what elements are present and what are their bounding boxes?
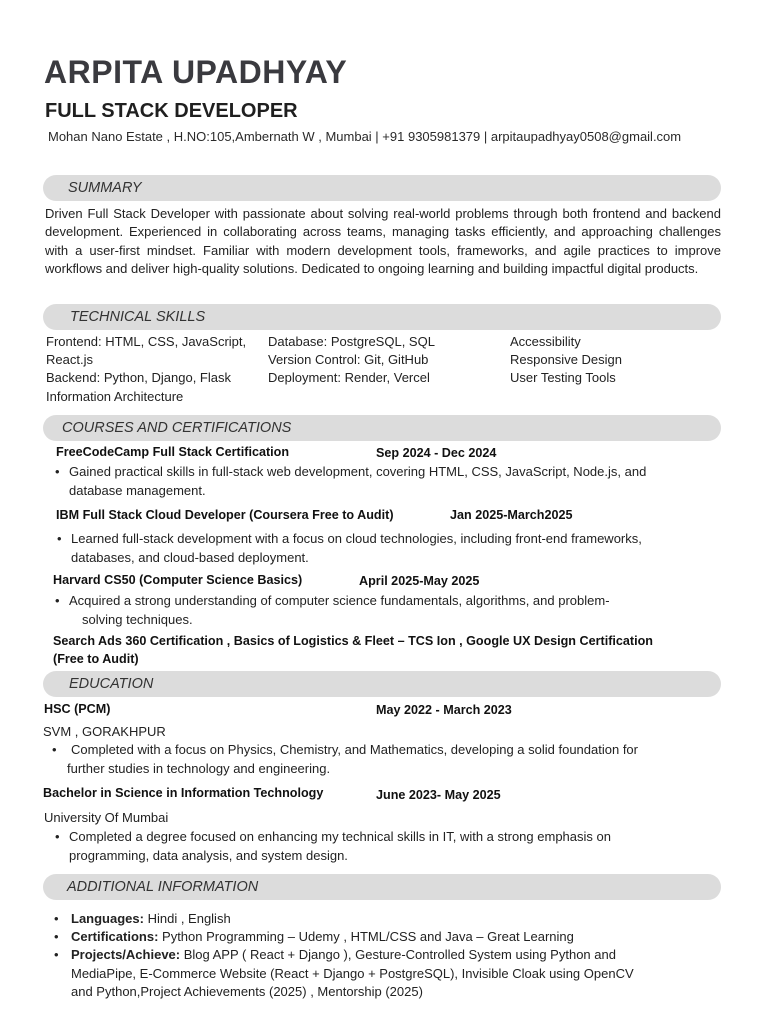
degree-title: HSC (PCM): [44, 702, 111, 716]
languages-value: Hindi , English: [143, 911, 231, 926]
courses-heading: COURSES AND CERTIFICATIONS: [62, 420, 292, 436]
skill-item: Frontend: HTML, CSS, JavaScript,: [46, 334, 247, 349]
skill-item: Version Control: Git, GitHub: [268, 352, 429, 368]
job-title: FULL STACK DEVELOPER: [45, 100, 298, 122]
skill-item: Backend: Python, Django, Flask: [46, 370, 231, 386]
skill-item: React.js: [46, 352, 93, 368]
certifications-line: Search Ads 360 Certification , Basics of Logistics & Fleet – TCS Ion , Google UX Design Certification: [53, 634, 653, 648]
bullet-icon: •: [57, 531, 62, 546]
description-line: databases, and cloud-based deployment.: [71, 549, 309, 565]
courses-section-header: [43, 415, 721, 441]
skill-item: Responsive Design: [510, 352, 623, 368]
school-name: University Of Mumbai: [44, 810, 169, 825]
skills-column-1: [46, 333, 246, 406]
description-line: Acquired a strong understanding of computer science fundamentals, algorithms, and problem-: [69, 593, 610, 608]
projects-line: and Python,Project Achievements (2025) , Mentorship (2025): [71, 984, 423, 999]
description-line: Gained practical skills in full-stack web development, covering HTML, CSS, JavaScript, Node.js, and: [69, 464, 647, 479]
course-date: Jan 2025-March2025: [450, 508, 573, 522]
certifications-label: Certifications:: [71, 929, 159, 944]
additional-heading: ADDITIONAL INFORMATION: [67, 879, 259, 895]
summary-text: Driven Full Stack Developer with passionate about solving real-world problems through both frontend and backend development. Experienced in collaborating across teams, managing tasks efficiently, and approaching challenges with a user-first mindset. Familiar with modern development tools, frameworks, and agile practices to improve workflows and deliver high-quality solutions. Dedicated to ongoing learning and building impactful digital products.: [45, 206, 721, 276]
additional-section-header: [43, 874, 721, 900]
skills-heading: TECHNICAL SKILLS: [70, 309, 206, 325]
education-heading: EDUCATION: [69, 676, 154, 692]
bullet-icon: •: [54, 929, 59, 944]
description-line: Completed with a focus on Physics, Chemistry, and Mathematics, developing a solid foundation for: [71, 742, 638, 757]
education-date: June 2023- May 2025: [376, 788, 501, 802]
projects-item: [54, 946, 634, 1002]
certifications-value: Python Programming – Udemy , HTML/CSS and Java – Great Learning: [158, 929, 574, 944]
skill-item: Deployment: Render, Vercel: [268, 370, 430, 386]
course-date: April 2025-May 2025: [359, 574, 480, 588]
description-line: further studies in technology and engineering.: [67, 760, 331, 776]
languages-label: Languages:: [71, 911, 144, 926]
description-line: Learned full-stack development with a focus on cloud technologies, including front-end frameworks,: [71, 531, 642, 546]
skills-section-header: [43, 304, 721, 330]
education-description: [52, 741, 638, 778]
description-line: programming, data analysis, and system design.: [69, 847, 348, 863]
bullet-icon: •: [55, 829, 60, 844]
bullet-icon: •: [55, 464, 60, 479]
summary-section-header: [43, 175, 721, 201]
degree-title: Bachelor in Science in Information Technology: [43, 786, 324, 800]
certifications-item: [54, 928, 574, 947]
contact-info: Mohan Nano Estate , H.NO:105,Ambernath W , Mumbai | +91 9305981379 | arpitaupadhyay0508@gmail.com: [48, 129, 682, 144]
languages-item: [54, 910, 231, 929]
skill-item: Database: PostgreSQL, SQL: [268, 334, 435, 349]
projects-label: Projects/Achieve:: [71, 947, 181, 962]
course-title: IBM Full Stack Cloud Developer (Coursera Free to Audit): [56, 508, 394, 522]
bullet-icon: •: [54, 947, 59, 962]
summary-heading: SUMMARY: [68, 180, 142, 196]
skill-item: User Testing Tools: [510, 370, 616, 386]
bullet-icon: •: [52, 742, 57, 757]
school-name: SVM , GORAKHPUR: [43, 724, 166, 739]
education-description: [55, 828, 611, 865]
skill-item: Information Architecture: [46, 388, 184, 404]
course-description: [55, 463, 647, 500]
skills-column-3: [510, 333, 622, 388]
bullet-icon: •: [54, 911, 59, 926]
candidate-name: ARPITA UPADHYAY: [44, 54, 348, 90]
course-description: [57, 530, 642, 567]
description-line: Completed a degree focused on enhancing my technical skills in IT, with a strong emphasis on: [69, 829, 611, 844]
skill-item: Accessibility: [510, 334, 581, 349]
other-certifications: [53, 632, 653, 668]
description-line: database management.: [69, 482, 206, 498]
course-title: Harvard CS50 (Computer Science Basics): [53, 573, 303, 587]
skills-column-2: [268, 333, 435, 388]
projects-line: MediaPipe, E-Commerce Website (React + Django + PostgreSQL), Invisible Cloak using OpenCV: [71, 965, 634, 981]
course-date: Sep 2024 - Dec 2024: [376, 446, 497, 460]
course-title: FreeCodeCamp Full Stack Certification: [56, 445, 290, 459]
education-date: May 2022 - March 2023: [376, 703, 512, 717]
certifications-line: (Free to Audit): [53, 652, 139, 666]
description-line: solving techniques.: [82, 611, 193, 627]
bullet-icon: •: [55, 593, 60, 608]
projects-line: Blog APP ( React + Django ), Gesture-Controlled System using Python and: [180, 947, 616, 962]
course-description: [55, 592, 610, 629]
education-section-header: [43, 671, 721, 697]
